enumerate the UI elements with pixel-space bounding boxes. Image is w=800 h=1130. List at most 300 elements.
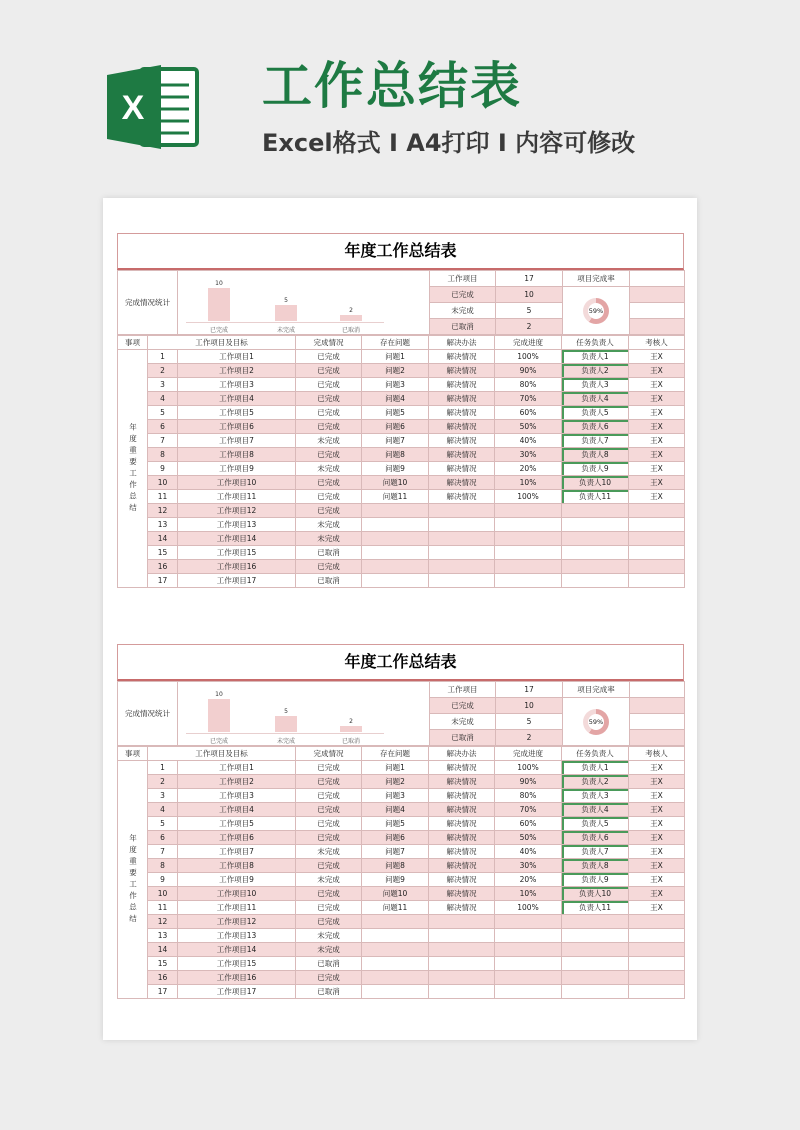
table-cell: 问题9 <box>362 462 429 476</box>
stat-label: 未完成 <box>430 303 496 319</box>
table-cell: 4 <box>148 392 178 406</box>
table-cell: 负责人11 <box>562 490 629 504</box>
summary-sheet-2 <box>117 644 684 999</box>
side-label: 年度重要工作总结 <box>118 350 148 588</box>
header-cell: 存在问题 <box>362 747 429 761</box>
stat-label: 已完成 <box>430 698 496 714</box>
table-cell: 工作项目5 <box>178 406 296 420</box>
table-cell: 王X <box>629 378 685 392</box>
table-cell: 工作项目3 <box>178 789 296 803</box>
table-cell: 问题5 <box>362 817 429 831</box>
svg-text:X: X <box>121 89 145 127</box>
table-cell: 60% <box>495 817 562 831</box>
table-cell: 已完成 <box>296 448 362 462</box>
table-cell: 7 <box>148 434 178 448</box>
table-cell: 已完成 <box>296 420 362 434</box>
table-cell: 4 <box>148 803 178 817</box>
table-cell <box>429 574 495 588</box>
table-header <box>118 336 685 350</box>
chart-bar <box>208 288 230 321</box>
table-cell <box>495 560 562 574</box>
summary-table <box>117 681 685 746</box>
table-cell: 解决情况 <box>429 873 495 887</box>
table-cell: 工作项目5 <box>178 817 296 831</box>
header-cell: 完成进度 <box>495 747 562 761</box>
table-cell: 解决情况 <box>429 420 495 434</box>
table-cell: 70% <box>495 803 562 817</box>
chart-bar <box>275 305 297 322</box>
table-cell: 问题7 <box>362 434 429 448</box>
table-cell: 解决情况 <box>429 901 495 915</box>
table-cell <box>429 929 495 943</box>
table-cell <box>495 971 562 985</box>
table-cell: 16 <box>148 971 178 985</box>
table-cell: 60% <box>495 406 562 420</box>
table-cell <box>562 518 629 532</box>
header-cell: 任务负责人 <box>562 336 629 350</box>
table-cell: 工作项目10 <box>178 887 296 901</box>
chart-bar <box>275 716 297 733</box>
table-cell: 负责人2 <box>562 775 629 789</box>
header-cell: 考核人 <box>629 747 685 761</box>
table-cell: 10 <box>148 476 178 490</box>
table-cell: 解决情况 <box>429 350 495 364</box>
header-cell: 解决办法 <box>429 336 495 350</box>
table-row <box>118 761 685 775</box>
summary-label: 完成情况统计 <box>118 271 178 335</box>
chart-axis <box>186 733 384 734</box>
table-row <box>118 574 685 588</box>
table-cell <box>495 546 562 560</box>
table-cell: 解决情况 <box>429 392 495 406</box>
table-cell <box>562 504 629 518</box>
table-cell: 工作项目3 <box>178 378 296 392</box>
table-cell: 负责人10 <box>562 476 629 490</box>
table-cell: 王X <box>629 476 685 490</box>
chart-value-label: 2 <box>349 717 353 725</box>
table-cell: 已取消 <box>296 574 362 588</box>
table-cell: 王X <box>629 803 685 817</box>
header-cell: 完成进度 <box>495 336 562 350</box>
table-cell: 已完成 <box>296 490 362 504</box>
table-cell: 工作项目17 <box>178 985 296 999</box>
table-cell: 工作项目15 <box>178 957 296 971</box>
table-cell: 王X <box>629 462 685 476</box>
table-cell: 问题10 <box>362 887 429 901</box>
table-cell: 未完成 <box>296 434 362 448</box>
table-cell: 王X <box>629 420 685 434</box>
table-row <box>118 350 685 364</box>
rate-label: 项目完成率 <box>563 682 630 698</box>
rate-label: 项目完成率 <box>563 271 630 287</box>
table-cell: 6 <box>148 831 178 845</box>
table-cell: 已取消 <box>296 546 362 560</box>
table-cell: 5 <box>148 817 178 831</box>
table-cell: 50% <box>495 831 562 845</box>
table-cell: 17 <box>148 574 178 588</box>
table-cell: 工作项目4 <box>178 803 296 817</box>
table-cell <box>495 957 562 971</box>
table-cell <box>429 915 495 929</box>
table-cell <box>562 943 629 957</box>
table-cell: 问题4 <box>362 803 429 817</box>
table-cell: 工作项目9 <box>178 873 296 887</box>
table-cell <box>362 518 429 532</box>
table-cell: 解决情况 <box>429 887 495 901</box>
table-cell: 90% <box>495 775 562 789</box>
chart-category-label: 已取消 <box>341 326 360 334</box>
table-cell: 30% <box>495 859 562 873</box>
table-cell: 工作项目1 <box>178 761 296 775</box>
table-cell <box>495 504 562 518</box>
table-cell: 负责人4 <box>562 392 629 406</box>
table-row <box>118 831 685 845</box>
table-cell: 已完成 <box>296 378 362 392</box>
table-cell <box>562 957 629 971</box>
table-cell: 7 <box>148 845 178 859</box>
header-cell: 事项 <box>118 336 148 350</box>
table-cell <box>495 915 562 929</box>
table-cell: 12 <box>148 504 178 518</box>
table-cell <box>629 985 685 999</box>
table-cell <box>362 504 429 518</box>
table-cell: 负责人6 <box>562 420 629 434</box>
table-cell: 王X <box>629 887 685 901</box>
table-cell: 负责人6 <box>562 831 629 845</box>
table-row <box>118 364 685 378</box>
table-cell: 问题3 <box>362 378 429 392</box>
header-cell: 事项 <box>118 747 148 761</box>
chart-bar <box>208 699 230 732</box>
table-cell: 已完成 <box>296 831 362 845</box>
table-cell: 未完成 <box>296 929 362 943</box>
table-cell: 解决情况 <box>429 859 495 873</box>
table-cell <box>629 971 685 985</box>
stat-value: 5 <box>496 303 563 319</box>
table-cell: 已完成 <box>296 971 362 985</box>
table-cell: 王X <box>629 761 685 775</box>
table-cell: 工作项目14 <box>178 943 296 957</box>
table-cell: 工作项目10 <box>178 476 296 490</box>
table-cell: 已完成 <box>296 406 362 420</box>
table-row <box>118 532 685 546</box>
table-cell: 11 <box>148 901 178 915</box>
table-cell: 解决情况 <box>429 406 495 420</box>
table-cell: 工作项目7 <box>178 845 296 859</box>
table-cell <box>362 985 429 999</box>
table-cell: 负责人8 <box>562 859 629 873</box>
chart-category-label: 已取消 <box>341 737 360 745</box>
table-cell: 负责人3 <box>562 789 629 803</box>
project-table <box>117 746 685 999</box>
table-cell: 6 <box>148 420 178 434</box>
stat-value: 17 <box>496 682 563 698</box>
table-row <box>118 915 685 929</box>
table-cell: 问题2 <box>362 364 429 378</box>
table-cell: 工作项目2 <box>178 364 296 378</box>
chart-axis <box>186 322 384 323</box>
chart-value-label: 10 <box>215 280 223 288</box>
table-cell <box>362 929 429 943</box>
project-table <box>117 335 685 588</box>
table-cell <box>362 560 429 574</box>
table-cell: 9 <box>148 462 178 476</box>
table-cell: 90% <box>495 364 562 378</box>
table-cell: 王X <box>629 789 685 803</box>
table-cell <box>629 518 685 532</box>
table-cell: 11 <box>148 490 178 504</box>
table-cell: 解决情况 <box>429 364 495 378</box>
table-cell: 80% <box>495 789 562 803</box>
table-cell: 工作项目6 <box>178 420 296 434</box>
table-cell: 问题7 <box>362 845 429 859</box>
table-cell: 负责人7 <box>562 845 629 859</box>
table-cell <box>562 929 629 943</box>
table-cell <box>429 546 495 560</box>
table-cell <box>629 532 685 546</box>
chart-value-label: 5 <box>284 707 288 715</box>
table-row <box>118 859 685 873</box>
header-cell: 解决办法 <box>429 747 495 761</box>
table-cell: 工作项目7 <box>178 434 296 448</box>
table-cell: 未完成 <box>296 518 362 532</box>
table-cell: 工作项目4 <box>178 392 296 406</box>
chart-category-label: 未完成 <box>276 737 295 745</box>
table-cell <box>562 546 629 560</box>
table-cell: 负责人8 <box>562 448 629 462</box>
summary-label: 完成情况统计 <box>118 682 178 746</box>
table-cell: 问题4 <box>362 392 429 406</box>
table-cell: 已完成 <box>296 560 362 574</box>
table-row <box>118 448 685 462</box>
table-cell <box>429 943 495 957</box>
table-row <box>118 406 685 420</box>
table-cell: 已完成 <box>296 775 362 789</box>
table-cell: 王X <box>629 392 685 406</box>
table-cell <box>629 929 685 943</box>
stat-label: 工作项目 <box>430 271 496 287</box>
table-cell: 未完成 <box>296 532 362 546</box>
table-row <box>118 971 685 985</box>
table-cell: 已完成 <box>296 476 362 490</box>
table-cell: 负责人5 <box>562 406 629 420</box>
table-cell: 10 <box>148 887 178 901</box>
stat-value: 5 <box>496 714 563 730</box>
table-cell: 未完成 <box>296 873 362 887</box>
header-cell: 考核人 <box>629 336 685 350</box>
stat-label: 工作项目 <box>430 682 496 698</box>
table-cell <box>629 943 685 957</box>
table-cell: 40% <box>495 845 562 859</box>
table-cell <box>362 532 429 546</box>
table-cell: 负责人11 <box>562 901 629 915</box>
table-cell: 王X <box>629 859 685 873</box>
table-cell: 王X <box>629 775 685 789</box>
chart-value-label: 5 <box>284 296 288 304</box>
chart-category-label: 已完成 <box>209 326 228 334</box>
table-cell: 王X <box>629 406 685 420</box>
table-cell: 15 <box>148 957 178 971</box>
banner <box>0 0 800 190</box>
stat-label: 已取消 <box>430 319 496 335</box>
table-cell: 问题3 <box>362 789 429 803</box>
table-cell: 工作项目2 <box>178 775 296 789</box>
table-row <box>118 789 685 803</box>
table-cell: 王X <box>629 434 685 448</box>
header-cell: 存在问题 <box>362 336 429 350</box>
table-cell: 80% <box>495 378 562 392</box>
table-cell: 3 <box>148 378 178 392</box>
table-cell: 12 <box>148 915 178 929</box>
table-cell <box>429 985 495 999</box>
table-cell: 工作项目12 <box>178 915 296 929</box>
table-row <box>118 901 685 915</box>
table-row <box>118 518 685 532</box>
table-cell: 未完成 <box>296 462 362 476</box>
page-title: 工作总结表 <box>262 57 522 115</box>
table-cell: 未完成 <box>296 943 362 957</box>
table-cell <box>429 971 495 985</box>
table-cell: 100% <box>495 490 562 504</box>
table-cell <box>562 985 629 999</box>
table-cell: 8 <box>148 859 178 873</box>
table-cell: 王X <box>629 873 685 887</box>
table-cell: 工作项目8 <box>178 448 296 462</box>
completion-rate <box>563 287 630 335</box>
table-cell: 王X <box>629 490 685 504</box>
table-cell: 问题2 <box>362 775 429 789</box>
table-cell <box>629 560 685 574</box>
table-cell: 问题1 <box>362 761 429 775</box>
table-cell: 问题8 <box>362 859 429 873</box>
table-cell <box>629 504 685 518</box>
table-cell <box>362 957 429 971</box>
table-cell: 100% <box>495 901 562 915</box>
table-cell: 解决情况 <box>429 817 495 831</box>
table-cell: 1 <box>148 761 178 775</box>
table-cell: 王X <box>629 817 685 831</box>
table-row <box>118 560 685 574</box>
table-cell: 王X <box>629 350 685 364</box>
table-row <box>118 985 685 999</box>
summary-table <box>117 270 685 335</box>
table-cell <box>495 532 562 546</box>
table-cell: 14 <box>148 943 178 957</box>
table-cell <box>429 957 495 971</box>
table-cell <box>429 518 495 532</box>
table-cell: 10% <box>495 476 562 490</box>
table-cell <box>429 560 495 574</box>
table-cell: 王X <box>629 831 685 845</box>
table-cell <box>362 574 429 588</box>
table-cell <box>562 532 629 546</box>
status-chart <box>178 271 430 335</box>
table-cell <box>362 943 429 957</box>
table-row <box>118 775 685 789</box>
table-cell: 已完成 <box>296 392 362 406</box>
table-cell <box>495 985 562 999</box>
stat-value: 10 <box>496 698 563 714</box>
table-cell: 解决情况 <box>429 803 495 817</box>
table-row <box>118 873 685 887</box>
table-cell: 100% <box>495 761 562 775</box>
table-row <box>118 546 685 560</box>
page-subtitle: Excel格式 I A4打印 I 内容可修改 <box>262 129 636 157</box>
table-row <box>118 929 685 943</box>
table-cell: 2 <box>148 364 178 378</box>
table-row <box>118 887 685 901</box>
table-cell: 已完成 <box>296 761 362 775</box>
header-cell: 工作项目及目标 <box>148 336 296 350</box>
table-cell: 解决情况 <box>429 831 495 845</box>
header-cell: 工作项目及目标 <box>148 747 296 761</box>
table-row <box>118 817 685 831</box>
table-cell: 工作项目13 <box>178 929 296 943</box>
table-cell <box>429 504 495 518</box>
table-cell <box>562 915 629 929</box>
table-cell: 已完成 <box>296 504 362 518</box>
table-row <box>118 490 685 504</box>
table-cell: 问题11 <box>362 901 429 915</box>
header-cell: 任务负责人 <box>562 747 629 761</box>
table-cell: 已完成 <box>296 901 362 915</box>
table-cell: 工作项目11 <box>178 490 296 504</box>
table-cell: 未完成 <box>296 845 362 859</box>
header-cell: 完成情况 <box>296 747 362 761</box>
table-cell: 13 <box>148 929 178 943</box>
table-cell: 工作项目8 <box>178 859 296 873</box>
rate-value: 59% <box>588 714 604 730</box>
table-cell: 1 <box>148 350 178 364</box>
table-row <box>118 378 685 392</box>
table-cell: 工作项目16 <box>178 971 296 985</box>
stat-label: 已取消 <box>430 730 496 746</box>
table-cell <box>362 915 429 929</box>
table-cell: 负责人1 <box>562 761 629 775</box>
table-cell: 解决情况 <box>429 448 495 462</box>
table-cell: 负责人9 <box>562 462 629 476</box>
table-cell: 2 <box>148 775 178 789</box>
table-row <box>118 504 685 518</box>
table-cell: 负责人1 <box>562 350 629 364</box>
table-cell: 20% <box>495 873 562 887</box>
table-cell <box>629 574 685 588</box>
table-cell: 100% <box>495 350 562 364</box>
table-cell: 解决情况 <box>429 378 495 392</box>
chart-value-label: 10 <box>215 691 223 699</box>
table-cell <box>495 574 562 588</box>
stat-value: 10 <box>496 287 563 303</box>
table-cell: 工作项目14 <box>178 532 296 546</box>
table-cell: 负责人5 <box>562 817 629 831</box>
table-cell <box>429 532 495 546</box>
table-cell <box>629 915 685 929</box>
table-cell: 解决情况 <box>429 775 495 789</box>
table-cell: 负责人4 <box>562 803 629 817</box>
table-cell: 解决情况 <box>429 789 495 803</box>
chart-value-label: 2 <box>349 306 353 314</box>
table-cell: 解决情况 <box>429 462 495 476</box>
table-cell: 工作项目13 <box>178 518 296 532</box>
table-cell: 已取消 <box>296 957 362 971</box>
table-cell: 解决情况 <box>429 761 495 775</box>
sheet-title: 年度工作总结表 <box>117 233 684 270</box>
table-cell: 问题1 <box>362 350 429 364</box>
table-cell: 已完成 <box>296 803 362 817</box>
table-cell: 工作项目12 <box>178 504 296 518</box>
table-cell: 负责人2 <box>562 364 629 378</box>
table-cell: 王X <box>629 845 685 859</box>
